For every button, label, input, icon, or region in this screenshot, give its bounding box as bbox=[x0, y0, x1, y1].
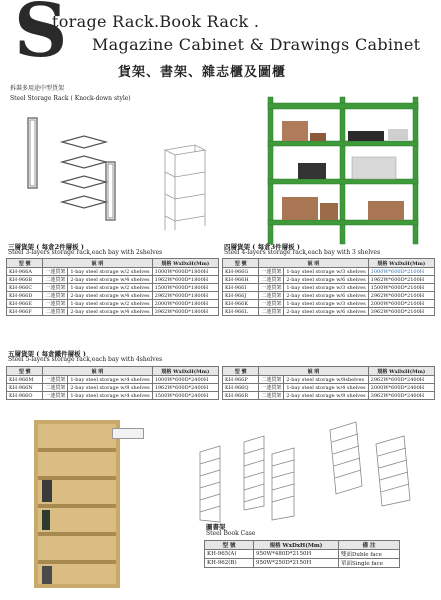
table-cell: 1-bay steel storage w/3 shelves bbox=[284, 284, 368, 292]
table-cell: 雙面Duble face bbox=[339, 550, 400, 559]
table-cell: 1500W*600D*2400H bbox=[152, 392, 218, 400]
table-cell: 1-bay steel storage w/4 shelves bbox=[284, 384, 368, 392]
spec-header: 規格 WxDxH(Mm) bbox=[152, 259, 218, 268]
model-header: 型 號 bbox=[223, 367, 259, 376]
sec3-title-cn: 五層貨架 ( 每倉鐵件層板 ) bbox=[8, 350, 86, 358]
table-cell: 1962W*600D*2100H bbox=[368, 276, 434, 284]
model-header: 型 號 bbox=[7, 259, 43, 268]
table-row bbox=[7, 276, 219, 284]
table-cell: 一連貨架 bbox=[259, 284, 284, 292]
table-cell: 1500W*600D*2100H bbox=[368, 284, 434, 292]
table-cell: 二連貨架 bbox=[43, 308, 68, 316]
table-cell: 3962W*600D*2400H bbox=[368, 392, 434, 400]
table-row bbox=[223, 308, 435, 316]
table-cell: KH-966B bbox=[7, 276, 43, 284]
table-row bbox=[223, 392, 435, 400]
table-cell: 1000W*600D*1800H bbox=[152, 268, 218, 276]
model-header: 型 號 bbox=[7, 367, 43, 376]
bookcase-photo bbox=[34, 420, 120, 588]
table-cell: KH-966N bbox=[7, 384, 43, 392]
bookcase-title-cn: 圖書架 bbox=[206, 523, 226, 531]
table-cell: 2-bay steel storage w/8 shelves bbox=[284, 392, 368, 400]
table-cell: KH-966R bbox=[223, 392, 259, 400]
bookshelf-line-drawing-1 bbox=[200, 430, 300, 522]
table-cell: 一連貨架 bbox=[43, 268, 68, 276]
table-cell: 2000W*600D*1800H bbox=[152, 300, 218, 308]
spec-header: 規格 WxDxH(Mm) bbox=[152, 367, 218, 376]
sec2-title-cn: 四層貨架 ( 每倉3件層板 ) bbox=[224, 243, 300, 251]
table-cell: 1500W*600D*1800H bbox=[152, 284, 218, 292]
desc-header: 說 明 bbox=[259, 259, 368, 268]
table-cell: 1-bay steel storage w/2 shelves bbox=[68, 268, 152, 276]
table-cell: KH-966E bbox=[7, 300, 43, 308]
table-cell: 2-bay steel storage w/4 shelves bbox=[68, 292, 152, 300]
table-cell: 一連貨架 bbox=[43, 284, 68, 292]
table-cell: 2-bay steel storage w/6 shelves bbox=[284, 276, 368, 284]
table-row bbox=[223, 300, 435, 308]
table-cell: 1-bay steel storage w/4 shelves bbox=[68, 376, 152, 384]
remark-header: 備 注 bbox=[339, 541, 400, 550]
table-row bbox=[7, 300, 219, 308]
table-cell: 2962W*600D*1800H bbox=[152, 292, 218, 300]
table-row bbox=[7, 308, 219, 316]
sec1-spec-table bbox=[6, 258, 219, 316]
table-cell: 2-bay steel storage w/4 shelves bbox=[68, 276, 152, 284]
intro-chinese: 拆裝多用途中型貨架 bbox=[10, 85, 65, 92]
spec-header: 規格 WxDxH(Mm) bbox=[254, 541, 339, 550]
table-row bbox=[7, 392, 219, 400]
desc-header: 說 明 bbox=[43, 259, 152, 268]
table-cell: 單面Single face bbox=[339, 559, 400, 568]
table-cell: 950W*250D*2150H bbox=[254, 559, 339, 568]
table-cell: 一連貨架 bbox=[43, 376, 68, 384]
table-cell: 1-bay steel storage w/2 shelves bbox=[68, 300, 152, 308]
bookshelf-line-drawing-2 bbox=[330, 422, 420, 506]
sec2-spec-table bbox=[222, 258, 435, 316]
desc-header: 說 明 bbox=[43, 367, 152, 376]
table-row bbox=[223, 276, 435, 284]
table-cell: KH-966G bbox=[223, 268, 259, 276]
table-cell: 1-bay steel storage w/3 shelves bbox=[284, 300, 368, 308]
table-row bbox=[223, 384, 435, 392]
table-cell: 二連貨架 bbox=[259, 308, 284, 316]
model-header: 型 號 bbox=[223, 259, 259, 268]
table-row bbox=[7, 284, 219, 292]
table-cell: KH-966C bbox=[7, 284, 43, 292]
page-title-chinese: 貨架、書架、雜志櫃及圖櫃 bbox=[118, 65, 287, 80]
table-row bbox=[7, 268, 219, 276]
bookcase-title-en: Steel Book Case bbox=[206, 530, 256, 537]
intro-english: Steel Storage Rack ( Knock-down style) bbox=[10, 95, 131, 102]
table-cell: 2-bay steel storage w/6 shelves bbox=[284, 292, 368, 300]
table-cell: 1000W*600D*2100H bbox=[368, 268, 434, 276]
table-row bbox=[7, 384, 219, 392]
rack-line-drawing bbox=[160, 142, 210, 232]
table-cell: 3962W*600D*1800H bbox=[152, 308, 218, 316]
table-cell: 二連貨架 bbox=[43, 384, 68, 392]
table-cell: KH-966F bbox=[7, 308, 43, 316]
table-cell: 1-bay steel storage w/2 shelves bbox=[68, 284, 152, 292]
table-row bbox=[7, 292, 219, 300]
bookcase-spec-table bbox=[204, 540, 400, 568]
table-cell: 二連貨架 bbox=[259, 276, 284, 284]
sec3-spec-table bbox=[6, 366, 219, 400]
model-header: 型 號 bbox=[205, 541, 254, 550]
table-cell: 2-bay steel storage w/6 shelves bbox=[284, 308, 368, 316]
table-cell: 二連貨架 bbox=[43, 292, 68, 300]
table-row bbox=[223, 292, 435, 300]
table-row bbox=[223, 268, 435, 276]
table-row bbox=[7, 376, 219, 384]
table-cell: 一連貨架 bbox=[259, 268, 284, 276]
table-cell: 2962W*600D*2400H bbox=[368, 376, 434, 384]
table-cell: 3962W*600D*2100H bbox=[368, 308, 434, 316]
table-cell: KH-966P bbox=[223, 376, 259, 384]
table-cell: KH-966J bbox=[223, 292, 259, 300]
table-row bbox=[205, 559, 400, 568]
table-cell: KH-962(B) bbox=[205, 559, 254, 568]
table-cell: 950W*480D*2150H bbox=[254, 550, 339, 559]
spec-header: 規格 WxDxH(Mm) bbox=[368, 367, 434, 376]
spec-header: 規格 WxDxH(Mm) bbox=[368, 259, 434, 268]
table-cell: 2-bay steel storage w/8 shelves bbox=[68, 384, 152, 392]
bookcase-tag-decor bbox=[112, 428, 144, 439]
table-row bbox=[205, 550, 400, 559]
green-rack-photo bbox=[268, 97, 418, 244]
table-cell: KH-966L bbox=[223, 308, 259, 316]
table-cell: 二連貨架 bbox=[259, 392, 284, 400]
sec1-title-cn: 三層貨架 ( 每倉2件層板 ) bbox=[8, 243, 84, 251]
table-cell: 二連貨架 bbox=[259, 292, 284, 300]
table-cell: KH-966K bbox=[223, 300, 259, 308]
table-cell: 一連貨架 bbox=[259, 300, 284, 308]
table-cell: 1000W*600D*2400H bbox=[152, 376, 218, 384]
sec4-spec-table bbox=[222, 366, 435, 400]
table-cell: 2000W*600D*2400H bbox=[368, 384, 434, 392]
table-cell: KH-966M bbox=[7, 376, 43, 384]
table-cell: KH-966I bbox=[223, 284, 259, 292]
table-row bbox=[223, 376, 435, 384]
table-cell: KH-966O bbox=[7, 392, 43, 400]
table-cell: 1962W*600D*2400H bbox=[152, 384, 218, 392]
rack-parts-illustration bbox=[22, 112, 132, 220]
sec2-title-en: Steel 4-layers storage rack,each bay with 3 shelves bbox=[224, 249, 381, 256]
table-cell: KH-966A bbox=[7, 268, 43, 276]
page-title-line1: torage Rack.Book Rack . bbox=[52, 12, 260, 31]
table-cell: 1-bay steel storage w/4 shelves bbox=[68, 392, 152, 400]
table-cell: KH-966Q bbox=[223, 384, 259, 392]
table-cell: 1-bay steel storage w/3 shelves bbox=[284, 268, 368, 276]
table-cell: KH-966H bbox=[223, 276, 259, 284]
table-cell: 二連貨架 bbox=[259, 376, 284, 384]
table-cell: KH-966D bbox=[7, 292, 43, 300]
table-cell: 二連貨架 bbox=[43, 276, 68, 284]
table-cell: 一連貨架 bbox=[43, 300, 68, 308]
table-cell: 2-bay steel storage w/8shelves bbox=[284, 376, 368, 384]
table-row bbox=[223, 284, 435, 292]
table-cell: 一連貨架 bbox=[259, 384, 284, 392]
sec3-title-en: Steel 5-layers storage rack,each bay with 4shelves bbox=[8, 356, 163, 363]
table-cell: KH-965(A) bbox=[205, 550, 254, 559]
table-cell: 2-bay steel storage w/4 shelves bbox=[68, 308, 152, 316]
sec1-title-en: Steel 3-layers storage rack,each bay with 2shelves bbox=[8, 249, 163, 256]
table-cell: 一連貨架 bbox=[43, 392, 68, 400]
title-initial-letter: S bbox=[14, 0, 68, 74]
page-title-line2: Magazine Cabinet & Drawings Cabinet bbox=[92, 35, 421, 54]
table-cell: 2000W*600D*2100H bbox=[368, 300, 434, 308]
table-cell: 2962W*600D*2100H bbox=[368, 292, 434, 300]
table-cell: 1962W*600D*1800H bbox=[152, 276, 218, 284]
desc-header: 說 明 bbox=[259, 367, 368, 376]
